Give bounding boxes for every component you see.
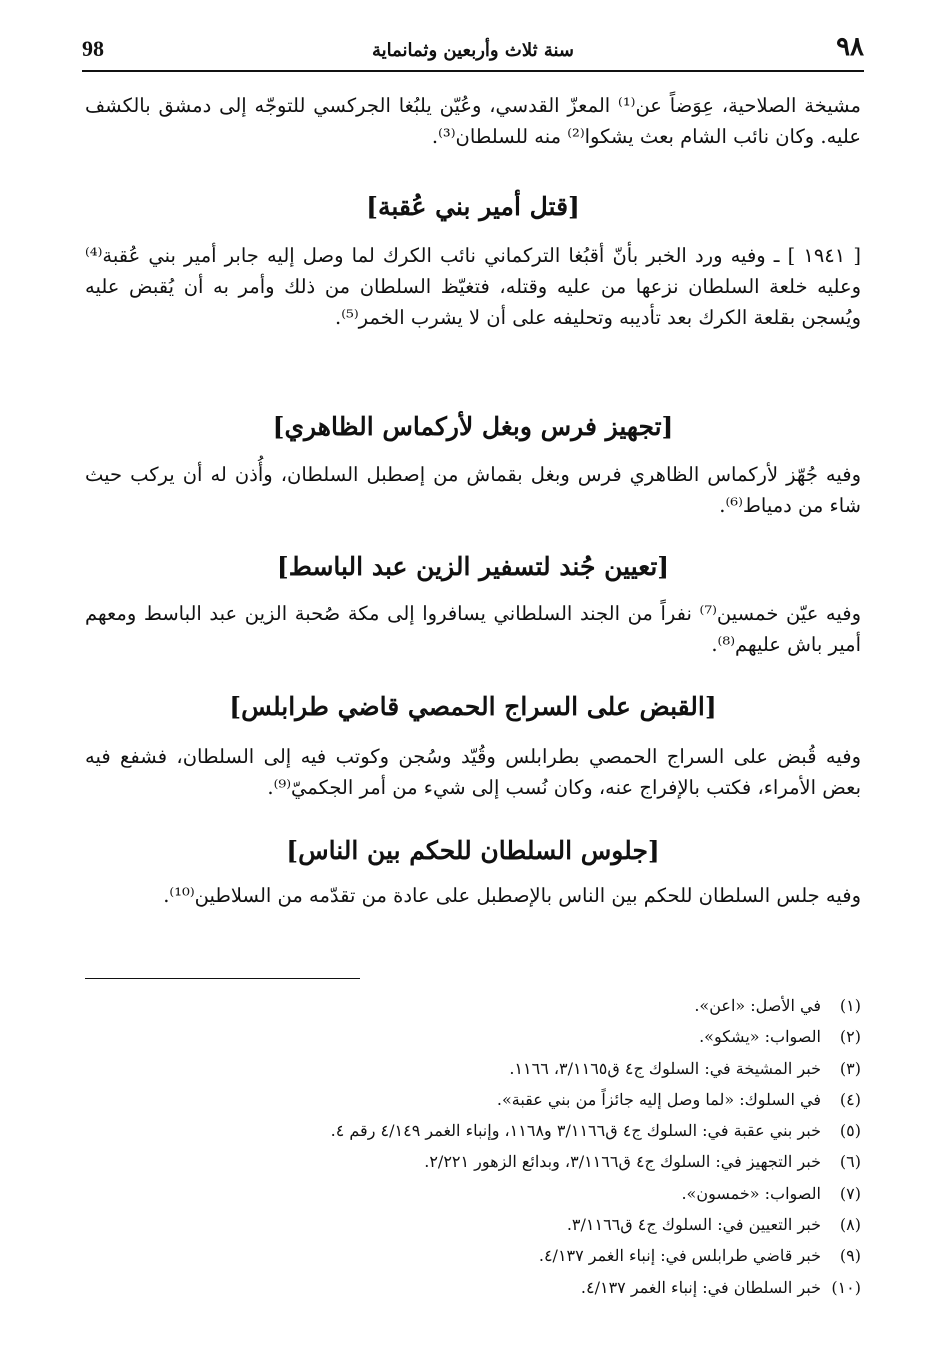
page-header — [82, 32, 864, 72]
footnote-number: (٩) — [839, 1246, 861, 1266]
section-heading: [تعيين جُند لتسفير الزين عبد الباسط] — [276, 552, 670, 581]
footnote — [85, 990, 861, 1021]
section-text: [ ١٩٤١ ] ـ وفيه ورد الخبر بأنّ أقبُغا التركماني نائب الكرك لما وصل إليه جابر أمير بني عُقبة⁽⁴⁾ وعليه خلعة السلطان نزعها من عليه وقتله، فتغيّظ السلطان من ذلك وأمر به أن يُقبض عليه ويُسجن بقلعة الكرك بعد تأديبه وتحليفه على أن لا يشرب الخمر⁽⁵⁾. — [85, 244, 861, 329]
intro-paragraph: مشيخة الصلاحية، عِوَضاً عن⁽¹⁾ المعزّ القدسي، وعُيّن يلبُغا الجركسي للتوجّه إلى دمشق بالكشف عليه. وكان نائب الشام بعث يشكوا⁽²⁾ منه للسلطان⁽³⁾. — [85, 94, 861, 148]
footnote — [85, 1272, 861, 1303]
footnote-text: خبر المشيخة في: السلوك ج٤ ق٣/١١٦٥، ١١٦٦. — [509, 1058, 821, 1078]
section-text: وفيه قُبض على السراج الحمصي بطرابلس وقُيّد وسُجن وكوتب فيه إلى السلطان، فشفع فيه بعض الأمراء، فكتب بالإفراج عنه، وكان نُسب إلى شيء من أمر الجكميّ⁽⁹⁾. — [85, 745, 861, 799]
footnote — [85, 1084, 861, 1115]
section-heading: [قتل أمير بني عُقبة] — [366, 192, 580, 221]
footnote — [85, 1115, 861, 1146]
footnote — [85, 1021, 861, 1052]
footnote-text: خبر بني عقبة في: السلوك ج٤ ق٣/١١٦٦ و١١٦٨، وإنباء الغمر ٤/١٤٩ رقم ٤. — [330, 1121, 821, 1141]
footnote-number: (١٠) — [831, 1277, 861, 1297]
section-text: وفيه جلس السلطان للحكم بين الناس بالإصطبل على عادة من تقدّمه من السلاطين⁽¹⁰⁾. — [163, 884, 861, 907]
footnote-number: (٢) — [839, 1027, 861, 1047]
footnote-separator — [85, 978, 360, 979]
page-number-arabic: ٩٨ — [836, 32, 864, 62]
footnote-text: خبر السلطان في: إنباء الغمر ٤/١٣٧. — [580, 1277, 821, 1297]
section-heading: [جلوس السلطان للحكم بين الناس] — [286, 836, 660, 865]
footnote-text: خبر التعيين في: السلوك ج٤ ق٣/١١٦٦. — [566, 1215, 821, 1235]
footnote-text: الصواب: «يشكو». — [699, 1027, 821, 1047]
section-heading: [تجهيز فرس وبغل لأركماس الظاهري] — [272, 412, 674, 441]
footnote-text: الصواب: «خمسون». — [681, 1183, 821, 1203]
footnote — [85, 1146, 861, 1177]
footnote-number: (٧) — [839, 1183, 861, 1203]
footnote-number: (١) — [839, 996, 861, 1015]
section-text: وفيه عيّن خمسين⁽⁷⁾ نفراً من الجند السلطاني يسافروا إلى مكة صُحبة الزين عبد الباسط ومعهم أمير باش عليهم⁽⁸⁾. — [85, 602, 861, 656]
footnote-text: خبر التجهيز في: السلوك ج٤ ق٣/١١٦٦، وبدائع الزهور ٢/٢٢١. — [424, 1152, 821, 1172]
footnote-number: (٥) — [839, 1121, 861, 1141]
page-number-latin: 98 — [82, 36, 104, 61]
footnote-number: (٦) — [839, 1152, 861, 1172]
footnote-text: في السلوك: «لما وصل إليه جائزاً من بني عقبة». — [496, 1089, 821, 1109]
section-text: وفيه جُهّز لأركماس الظاهري فرس وبغل بقماش من إصطبل السلطان، وأُذن له أن يركب حيث شاء من دمياط⁽⁶⁾. — [85, 463, 861, 517]
footnotes-list — [85, 990, 861, 1303]
footnote-text: في الأصل: «اعن». — [694, 996, 821, 1015]
footnote — [85, 1053, 861, 1084]
footnote — [85, 1240, 861, 1271]
running-title: سنة ثلاث وأربعين وثمانماية — [371, 40, 575, 61]
footnote-number: (٨) — [839, 1215, 861, 1235]
footnote — [85, 1209, 861, 1240]
section-heading: [القبض على السراج الحمصي قاضي طرابلس] — [229, 692, 717, 721]
footnote — [85, 1178, 861, 1209]
footnote-number: (٣) — [839, 1058, 861, 1078]
footnote-text: خبر قاضي طرابلس في: إنباء الغمر ٤/١٣٧. — [538, 1246, 821, 1266]
footnote-number: (٤) — [839, 1089, 861, 1109]
